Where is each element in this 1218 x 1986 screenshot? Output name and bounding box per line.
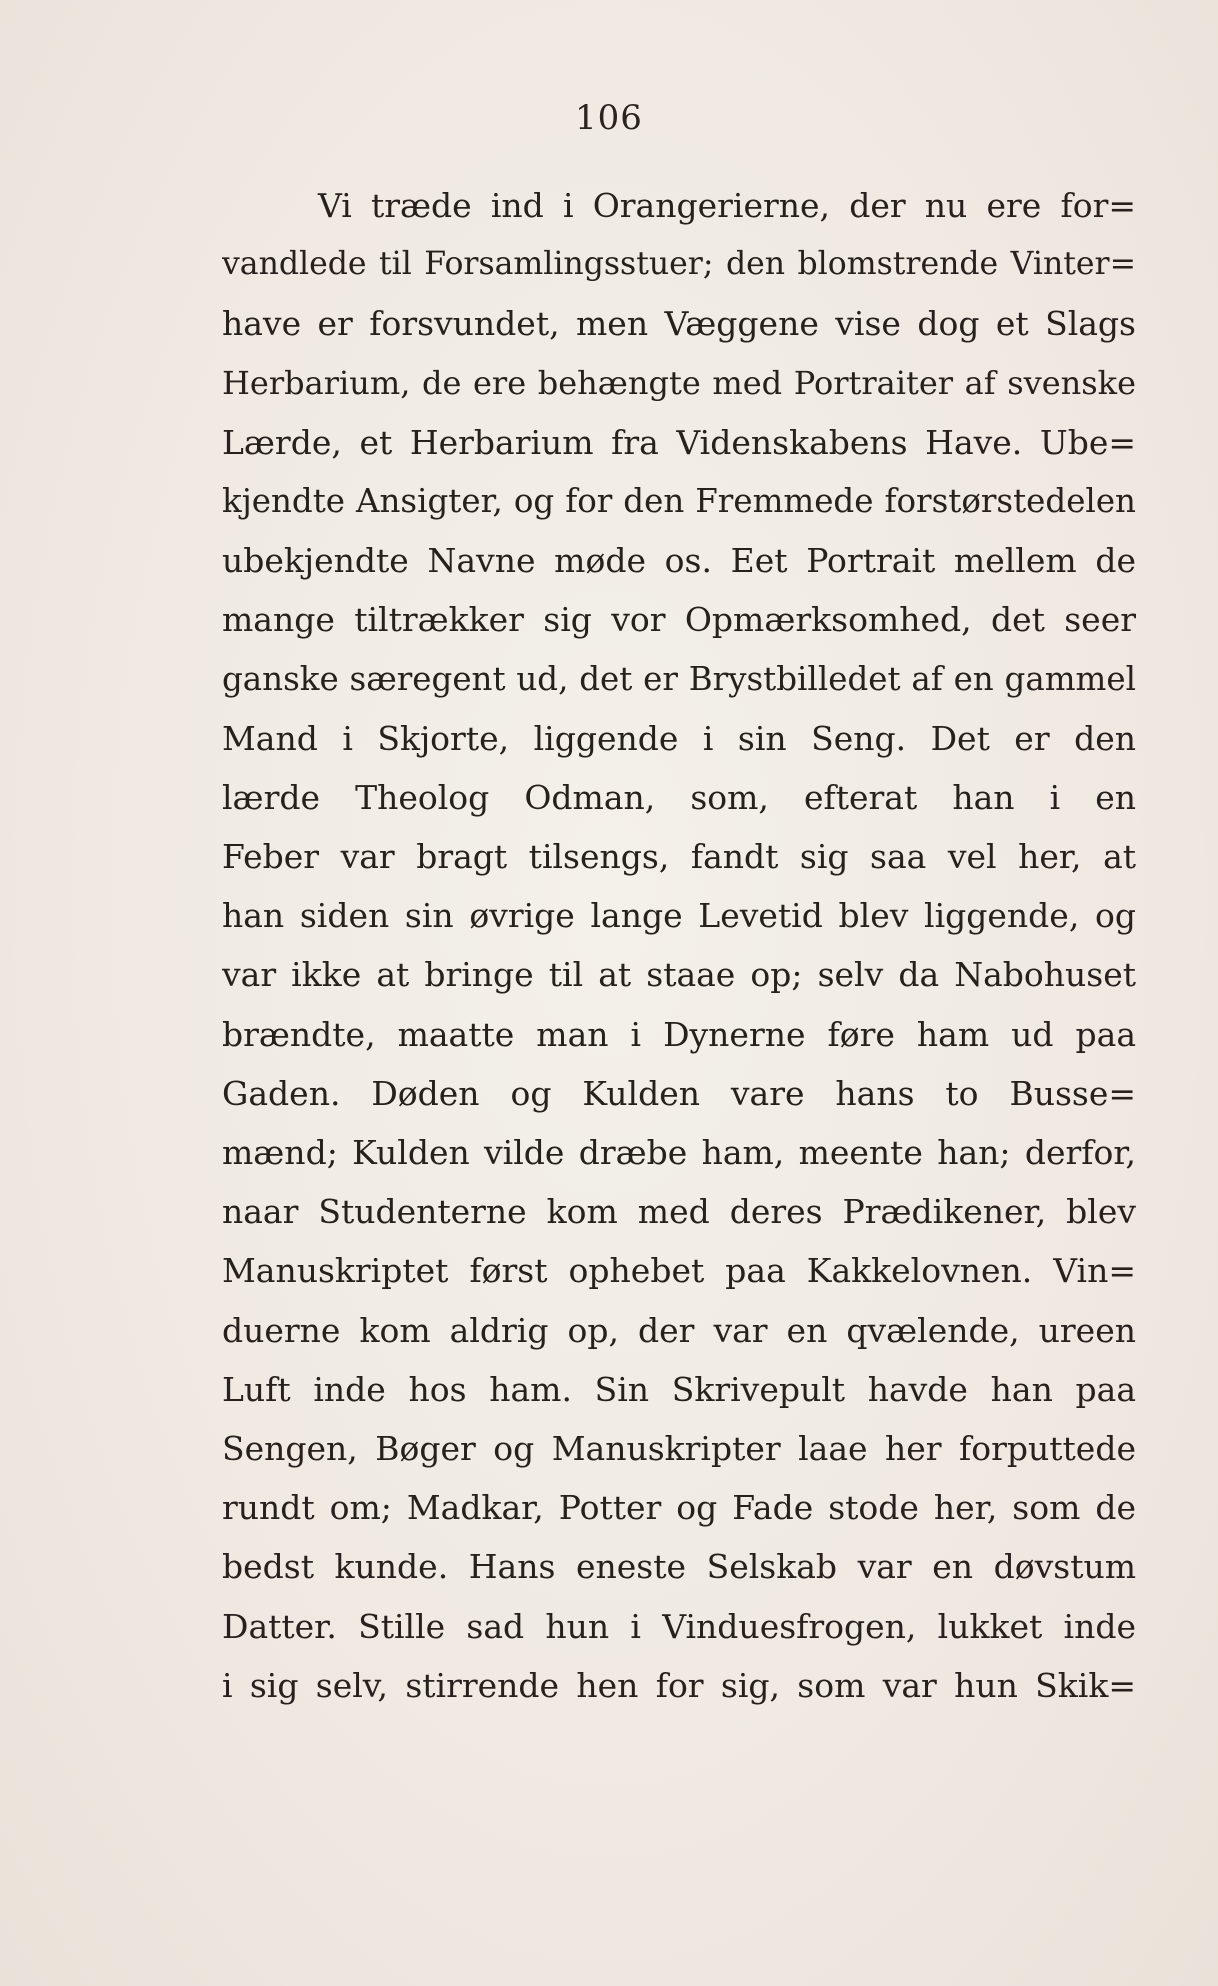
text-line: Herbarium, de ere behængte med Portraiter af svenske [222,363,1136,402]
text-line: Manuskriptet først ophebet paa Kakkelovnen. Vin= [222,1251,1136,1291]
body-text [222,176,1136,1715]
text-line: Lærde, et Herbarium fra Videnskabens Have. Ube= [222,422,1136,462]
text-line: bedst kunde. Hans eneste Selskab var en døvstum [222,1547,1136,1587]
text-line: Vi træde ind i Orangerierne, der nu ere for= [318,186,1136,225]
text-line: kjendte Ansigter, og for den Fremmede forstørstedelen [222,481,1136,520]
text-line: i sig selv, stirrende hen for sig, som var hun Skik= [222,1665,1136,1705]
text-line: mange tiltrækker sig vor Opmærksomhed, det seer [222,600,1136,640]
text-line: ganske særegent ud, det er Brystbilledet af en gammel [222,659,1136,698]
page-number: 106 [575,98,643,138]
text-line: naar Studenterne kom med deres Prædikener, blev [222,1192,1136,1232]
text-line: duerne kom aldrig op, der var en qvælende, ureen [222,1310,1136,1350]
text-line: Sengen, Bøger og Manuskripter laae her forputtede [222,1428,1136,1468]
text-line: brændte, maatte man i Dynerne føre ham ud paa [222,1014,1136,1054]
text-line: lærde Theolog Odman, som, efterat han i en [222,777,1136,817]
text-line: have er forsvundet, men Væggene vise dog et Slags [222,304,1136,344]
text-line: Feber var bragt tilsengs, fandt sig saa vel her, at [222,837,1136,877]
text-line: Luft inde hos ham. Sin Skrivepult havde han paa [222,1369,1136,1409]
text-line: var ikke at bringe til at staae op; selv da Nabohuset [222,955,1136,995]
text-line: vandlede til Forsamlingsstuer; den blomstrende Vinter= [222,246,1136,283]
text-line: han siden sin øvrige lange Levetid blev liggende, og [222,896,1136,936]
text-line: mænd; Kulden vilde dræbe ham, meente han; derfor, [222,1133,1136,1172]
text-line: Datter. Stille sad hun i Vinduesfrogen, lukket inde [222,1606,1136,1646]
text-line: Mand i Skjorte, liggende i sin Seng. Det er den [222,718,1136,758]
text-line: ubekjendte Navne møde os. Eet Portrait mellem de [222,541,1136,581]
text-line: Gaden. Døden og Kulden vare hans to Busse= [222,1073,1136,1113]
text-line: rundt om; Madkar, Potter og Fade stode her, som de [222,1488,1136,1528]
